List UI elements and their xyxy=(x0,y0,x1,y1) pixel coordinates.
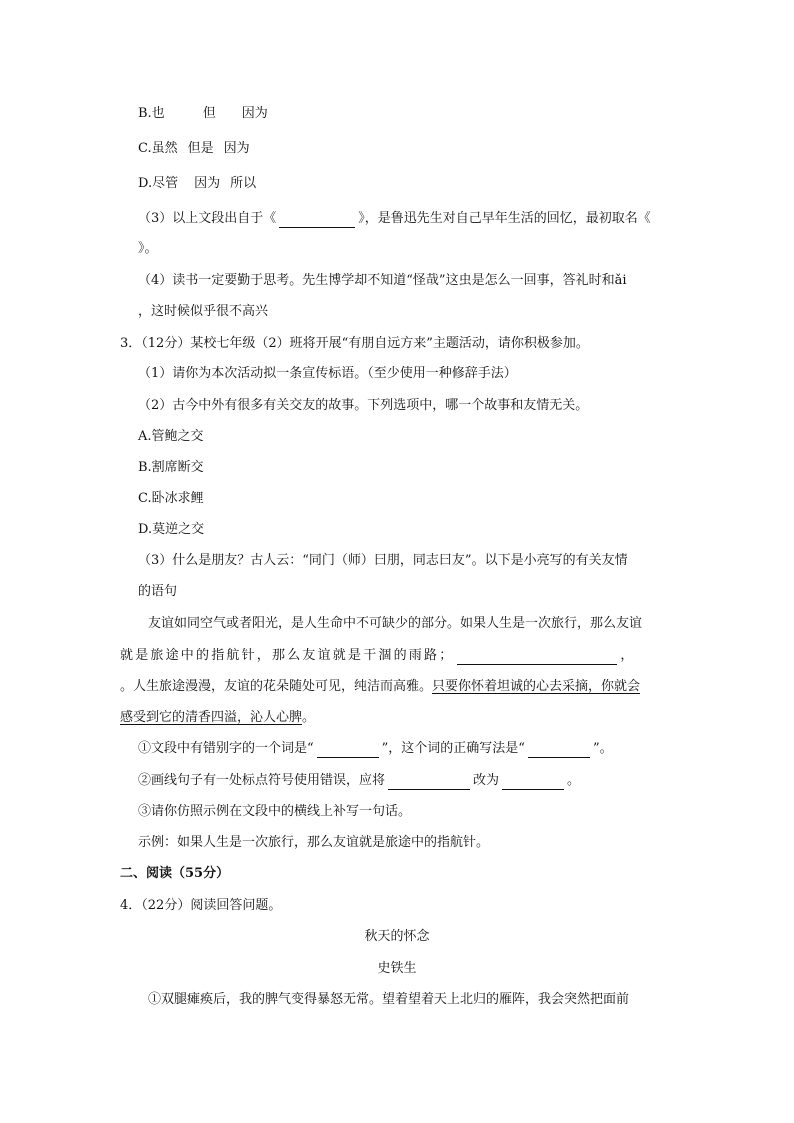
blank-correct-word[interactable] xyxy=(528,743,590,758)
q2-sub4-line2: ，这时候似乎很不高兴 xyxy=(138,304,269,319)
q3-stem: 3．（12分）某校七年级（2）班将开展“有朋自远方来”主题活动，请你积极参加。 xyxy=(120,336,589,351)
q2-sub3-part2: 》，是鲁迅先生对自己早年生活的回忆，最初取名《 xyxy=(358,211,651,226)
task2-b: 改为 xyxy=(473,773,500,788)
q3-sub2: （2）古今中外有很多有关交友的故事。下列选项中，哪一个故事和友情无关。 xyxy=(138,398,589,413)
section-heading: 二、阅读（55分） xyxy=(120,866,230,881)
q3-sub3-line2: 的语句 xyxy=(138,584,178,599)
passage-line2 xyxy=(120,647,633,665)
passage-line3 xyxy=(120,678,640,696)
q2-sub3-part1: （3）以上文段出自于《 xyxy=(138,211,277,226)
article-author: 史铁生 xyxy=(377,961,417,976)
option-d-label: D.尽管 xyxy=(138,176,179,191)
q3-task3: ③请你仿照示例在文段中的横线上补写一句话。 xyxy=(138,804,412,819)
task1-b: ”，这个词的正确写法是“ xyxy=(381,741,525,756)
q2-sub3-line2: 》。 xyxy=(138,241,158,256)
blank-imitate-sentence[interactable] xyxy=(457,650,617,665)
q3-option-a: A.管鲍之交 xyxy=(138,429,204,444)
task2-c: 。 xyxy=(567,773,581,788)
article-para1: ①双腿瘫痪后，我的脾气变得暴怒无常。望着望着天上北归的雁阵，我会突然把面前 xyxy=(148,992,630,1007)
blank-wrong-punct[interactable] xyxy=(388,775,470,790)
q3-example: 示例：如果人生是一次旅行，那么友谊就是旅途中的指航针。 xyxy=(138,835,490,850)
blank-wrong-word[interactable] xyxy=(317,743,379,758)
task2-a: ②画线句子有一处标点符号使用错误，应将 xyxy=(138,773,386,788)
q3-option-c: C.卧冰求鲤 xyxy=(138,491,204,506)
q4-stem: 4．（22分）阅读回答问题。 xyxy=(120,898,282,913)
passage-line4-end: 。 xyxy=(302,710,316,725)
passage-line2-text: 就是旅途中的指航针，那么友谊就是干涸的雨路； xyxy=(120,648,455,663)
task1-a: ①文段中有错别字的一个词是“ xyxy=(138,741,314,756)
blank-text-title[interactable] xyxy=(279,213,355,228)
option-c xyxy=(138,140,250,158)
q2-sub4-line1: （4）读书一定要勤于思考。先生博学却不知道“怪哉”这虫是怎么一回事，答礼时和ǎi xyxy=(138,273,627,288)
option-d-word2: 因为 xyxy=(194,176,221,191)
option-b-label: B.也 xyxy=(138,106,165,121)
underlined-sentence-part1: 只要你怀着坦诚的心去采摘，你就会 xyxy=(432,679,641,694)
passage-line2-end: ， xyxy=(620,648,634,663)
q3-task2 xyxy=(138,772,580,790)
option-c-word2: 但是 xyxy=(187,141,214,156)
option-d xyxy=(138,175,256,193)
task1-c: ”。 xyxy=(592,741,613,756)
passage-line4 xyxy=(120,709,315,727)
q3-sub3-line1: （3）什么是朋友？古人云：“同门（师）曰朋，同志曰友”。以下是小亮写的有关友情 xyxy=(138,553,628,568)
underlined-sentence-part2: 感受到它的清香四溢，沁人心脾 xyxy=(120,710,303,725)
passage-line1: 友谊如同空气或者阳光，是人生命中不可缺少的部分。如果人生是一次旅行，那么友谊 xyxy=(148,616,643,631)
option-b xyxy=(138,105,268,123)
option-b-word2: 但 xyxy=(202,106,216,121)
q3-task1 xyxy=(138,740,613,758)
blank-correct-punct[interactable] xyxy=(502,775,564,790)
option-b-word3: 因为 xyxy=(241,106,268,121)
q3-sub1: （1）请你为本次活动拟一条宣传标语。（至少使用一种修辞手法） xyxy=(138,366,517,381)
q3-option-d: D.莫逆之交 xyxy=(138,522,205,537)
q3-option-b: B.割席断交 xyxy=(138,460,204,475)
q2-sub3-line1 xyxy=(138,210,651,228)
article-title: 秋天的怀念 xyxy=(364,929,430,944)
option-c-label: C.虽然 xyxy=(138,141,178,156)
option-c-word3: 因为 xyxy=(223,141,250,156)
option-d-word3: 所以 xyxy=(230,176,257,191)
passage-line3-plain: 。人生旅途漫漫，友谊的花朵随处可见，纯洁而高雅。 xyxy=(120,679,433,694)
